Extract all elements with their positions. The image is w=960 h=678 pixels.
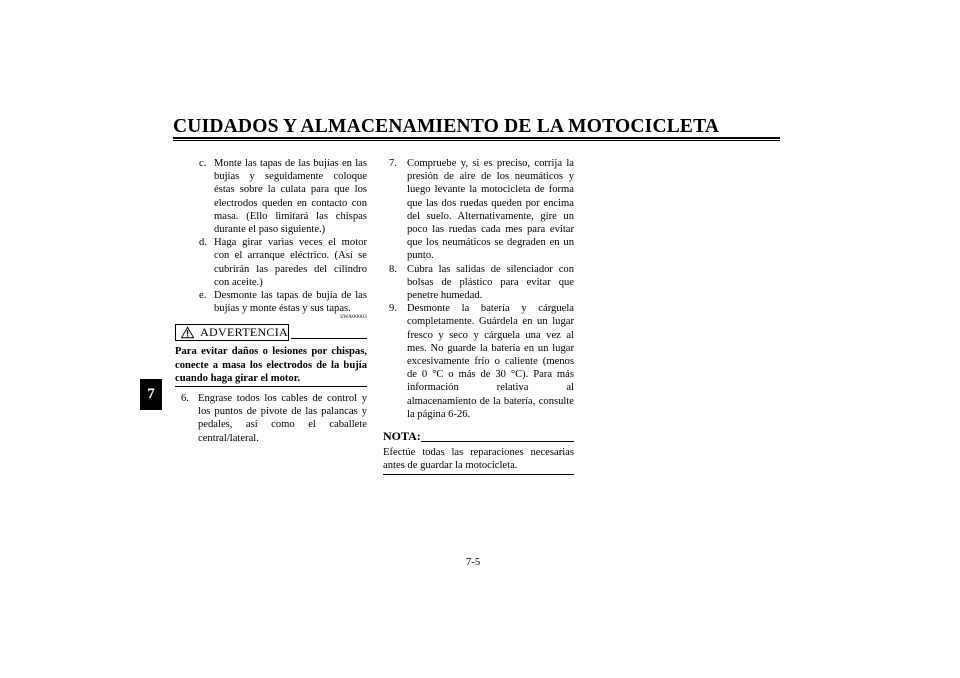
- warning-triangle-icon: [181, 326, 194, 339]
- list-marker: 6.: [181, 393, 189, 405]
- list-item-text: Cubra las salidas de silenciador con bolsas de plástico para evitar que penetre humedad.: [407, 263, 574, 302]
- warning-code: SWA00003: [340, 314, 367, 321]
- note-header-line: [421, 441, 574, 442]
- note-end-rule: [383, 474, 574, 475]
- list-item: [175, 392, 367, 445]
- list-item-text: Engrase todos los cables de control y los puntos de pivote de las palancas y pedales, así como el caballete central/lateral.: [198, 393, 367, 444]
- right-column: [383, 157, 574, 475]
- list-marker: e.: [199, 290, 207, 302]
- list-marker: 8.: [389, 263, 397, 275]
- warning-box: [175, 324, 289, 341]
- header-rule-thin: [173, 140, 780, 141]
- warning-text: Para evitar daños o lesiones por chispas, conecte a masa los electrodos de la bujía cuando haga girar el motor.: [175, 346, 367, 384]
- note-text: Efectúe todas las reparaciones necesarias antes de guardar la motocicleta.: [383, 447, 574, 472]
- list-marker: c.: [199, 158, 207, 169]
- warning-header: [175, 324, 367, 340]
- list-item: [175, 289, 367, 315]
- page-number: 7-5: [466, 557, 481, 568]
- list-item: [175, 157, 367, 236]
- warning-end-rule: [175, 386, 367, 387]
- list-item-text: Haga girar varias veces el motor con el arranque eléctrico. (Así se cubrirán las paredes del cilindro con aceite.): [214, 237, 367, 288]
- list-item-text: Desmonte la batería y cárguela completamente. Guárdela en un lugar fresco y seco y cárguela una vez al mes. No guarde la batería en un lugar excesivamente frío o caliente (menos de 0 °C o más de 30 °C). Para más información relativa al almacenamiento de la batería, consulte la página 6-26.: [407, 303, 574, 420]
- warning-label: ADVERTENCIA: [200, 325, 288, 340]
- list-item: [383, 302, 574, 421]
- page-title: CUIDADOS Y ALMACENAMIENTO DE LA MOTOCICLETA: [173, 116, 720, 137]
- left-column: [175, 157, 367, 445]
- list-marker: 9.: [389, 303, 397, 315]
- list-item-text: Desmonte las tapas de bujía de las bujías y monte éstas y sus tapas.: [214, 290, 367, 315]
- list-item-text: Compruebe y, si es preciso, corrija la presión de aire de los neumáticos y luego levante la motocicleta de forma que las dos ruedas queden por encima del suelo. Alternativamente, gire un poco las ruedas cada mes para evitar que los neumáticos se degraden en un punto.: [407, 158, 574, 262]
- note-label: NOTA:: [383, 429, 421, 444]
- list-item: [383, 157, 574, 263]
- list-marker: d.: [199, 237, 207, 249]
- note-header: [383, 430, 574, 444]
- list-item-text: Monte las tapas de las bujías en las bujías y seguidamente coloque éstas sobre la culata para que los electrodos queden en contacto con masa. (Ello limitará las chispas durante el paso siguiente.): [214, 158, 367, 236]
- warning-header-line: [291, 338, 367, 339]
- list-marker: 7.: [389, 158, 397, 169]
- header-rule: [173, 137, 780, 139]
- list-item: [383, 263, 574, 303]
- list-item: [175, 236, 367, 289]
- chapter-tab: 7: [140, 379, 162, 410]
